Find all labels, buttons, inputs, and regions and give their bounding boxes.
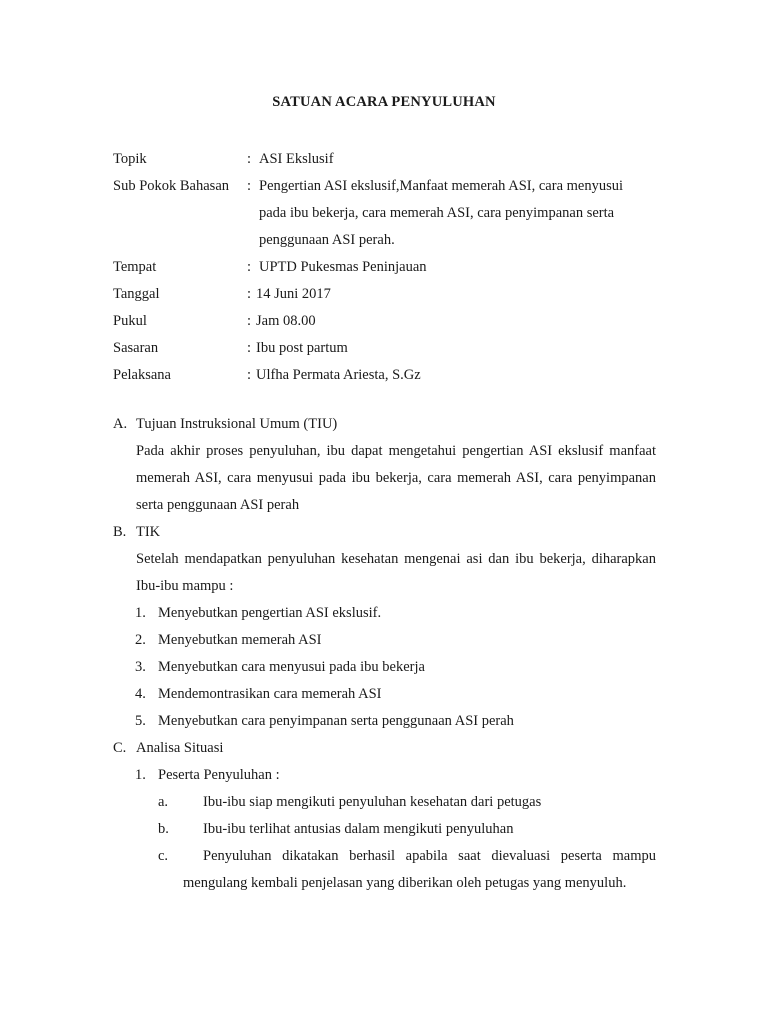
section-heading-text: Analisa Situasi [136,740,224,756]
list-item [113,762,656,789]
list-item-text: Menyebutkan pengertian ASI ekslusif. [158,605,382,621]
list-item-text: Peserta Penyuluhan : [158,767,280,783]
sub-list-item-text: Ibu-ibu siap mengikuti penyuluhan kesehatan dari petugas [203,794,542,810]
meta-row-sasaran [113,335,673,362]
meta-value-sasaran: Ibu post partum [256,340,348,356]
sub-list-letter: c. [158,848,169,864]
list-item-text: Menyebutkan cara penyimpanan serta penggunaan ASI perah [158,713,514,729]
meta-colon: : [247,151,252,167]
section-b-heading [113,519,656,546]
list-item [113,681,656,708]
list-number: 2. [135,632,146,648]
meta-label-tanggal: Tanggal [113,286,160,302]
list-number: 1. [135,767,146,783]
meta-row-pelaksana [113,362,673,389]
sub-list-item-text: Ibu-ibu terlihat antusias dalam mengikuti penyuluhan [203,821,514,837]
list-number: 5. [135,713,146,729]
section-heading-text: TIK [136,524,161,540]
section-letter: C. [113,740,127,756]
meta-label-sasaran: Sasaran [113,340,159,356]
meta-row-tempat [113,254,673,281]
meta-value-sub-pokok-line-3: penggunaan ASI perah. [259,232,395,248]
list-number: 4. [135,686,146,702]
meta-colon: : [247,340,252,356]
document-title: SATUAN ACARA PENYULUHAN [272,94,496,110]
section-a-paragraph: Pada akhir proses penyuluhan, ibu dapat mengetahui pengertian ASI ekslusif manfaat memerah ASI, cara menyusui pada ibu bekerja, cara memerah ASI, cara penyimpanan serta penggunaan ASI perah [136,443,656,513]
meta-row-topik [113,146,673,173]
meta-value-tempat: UPTD Pukesmas Peninjauan [259,259,427,275]
meta-row-sub-pokok [113,173,673,254]
section-letter: A. [113,416,128,432]
sub-list-item [113,843,656,897]
meta-label-pukul: Pukul [113,313,147,329]
sub-list-item [113,789,656,816]
section-letter: B. [113,524,127,540]
list-item-text: Menyebutkan memerah ASI [158,632,322,648]
meta-label-pelaksana: Pelaksana [113,367,171,383]
list-item-text: Menyebutkan cara menyusui pada ibu bekerja [158,659,425,675]
sub-list-letter: b. [158,821,169,837]
meta-label-sub-pokok: Sub Pokok Bahasan [113,178,229,194]
section-a-heading [113,411,656,438]
meta-value-tanggal: 14 Juni 2017 [256,286,331,302]
meta-label-topik: Topik [113,151,147,167]
section-c-heading [113,735,656,762]
meta-table [113,146,673,389]
meta-value-pukul: Jam 08.00 [256,313,316,329]
meta-value-pelaksana: Ulfha Permata Ariesta, S.Gz [256,367,421,383]
list-number: 1. [135,605,146,621]
document-body [113,411,656,897]
meta-row-pukul [113,308,673,335]
section-b-paragraph: Setelah mendapatkan penyuluhan kesehatan mengenai asi dan ibu bekerja, diharapkan Ibu-ibu mampu : [136,551,656,594]
list-item-text: Mendemontrasikan cara memerah ASI [158,686,382,702]
meta-colon: : [247,178,252,194]
meta-colon: : [247,367,252,383]
list-item [113,654,656,681]
section-heading-text: Tujuan Instruksional Umum (TIU) [136,416,338,432]
list-item [113,600,656,627]
sub-list-letter: a. [158,794,169,810]
list-number: 3. [135,659,146,675]
sub-list-item [113,816,656,843]
meta-colon: : [247,259,252,275]
meta-value-topik: ASI Ekslusif [259,151,334,167]
meta-colon: : [247,313,252,329]
list-item [113,708,656,735]
meta-row-tanggal [113,281,673,308]
meta-value-sub-pokok-line-2: pada ibu bekerja, cara memerah ASI, cara penyimpanan serta [259,205,615,221]
list-item [113,627,656,654]
meta-colon: : [247,286,252,302]
meta-label-tempat: Tempat [113,259,157,275]
meta-value-sub-pokok-line-1: Pengertian ASI ekslusif,Manfaat memerah ASI, cara menyusui [259,178,624,194]
sub-list-item-text: Penyuluhan dikatakan berhasil apabila saat dievaluasi peserta mampu mengulang kembali penjelasan yang diberikan oleh petugas yang menyuluh. [183,848,656,891]
